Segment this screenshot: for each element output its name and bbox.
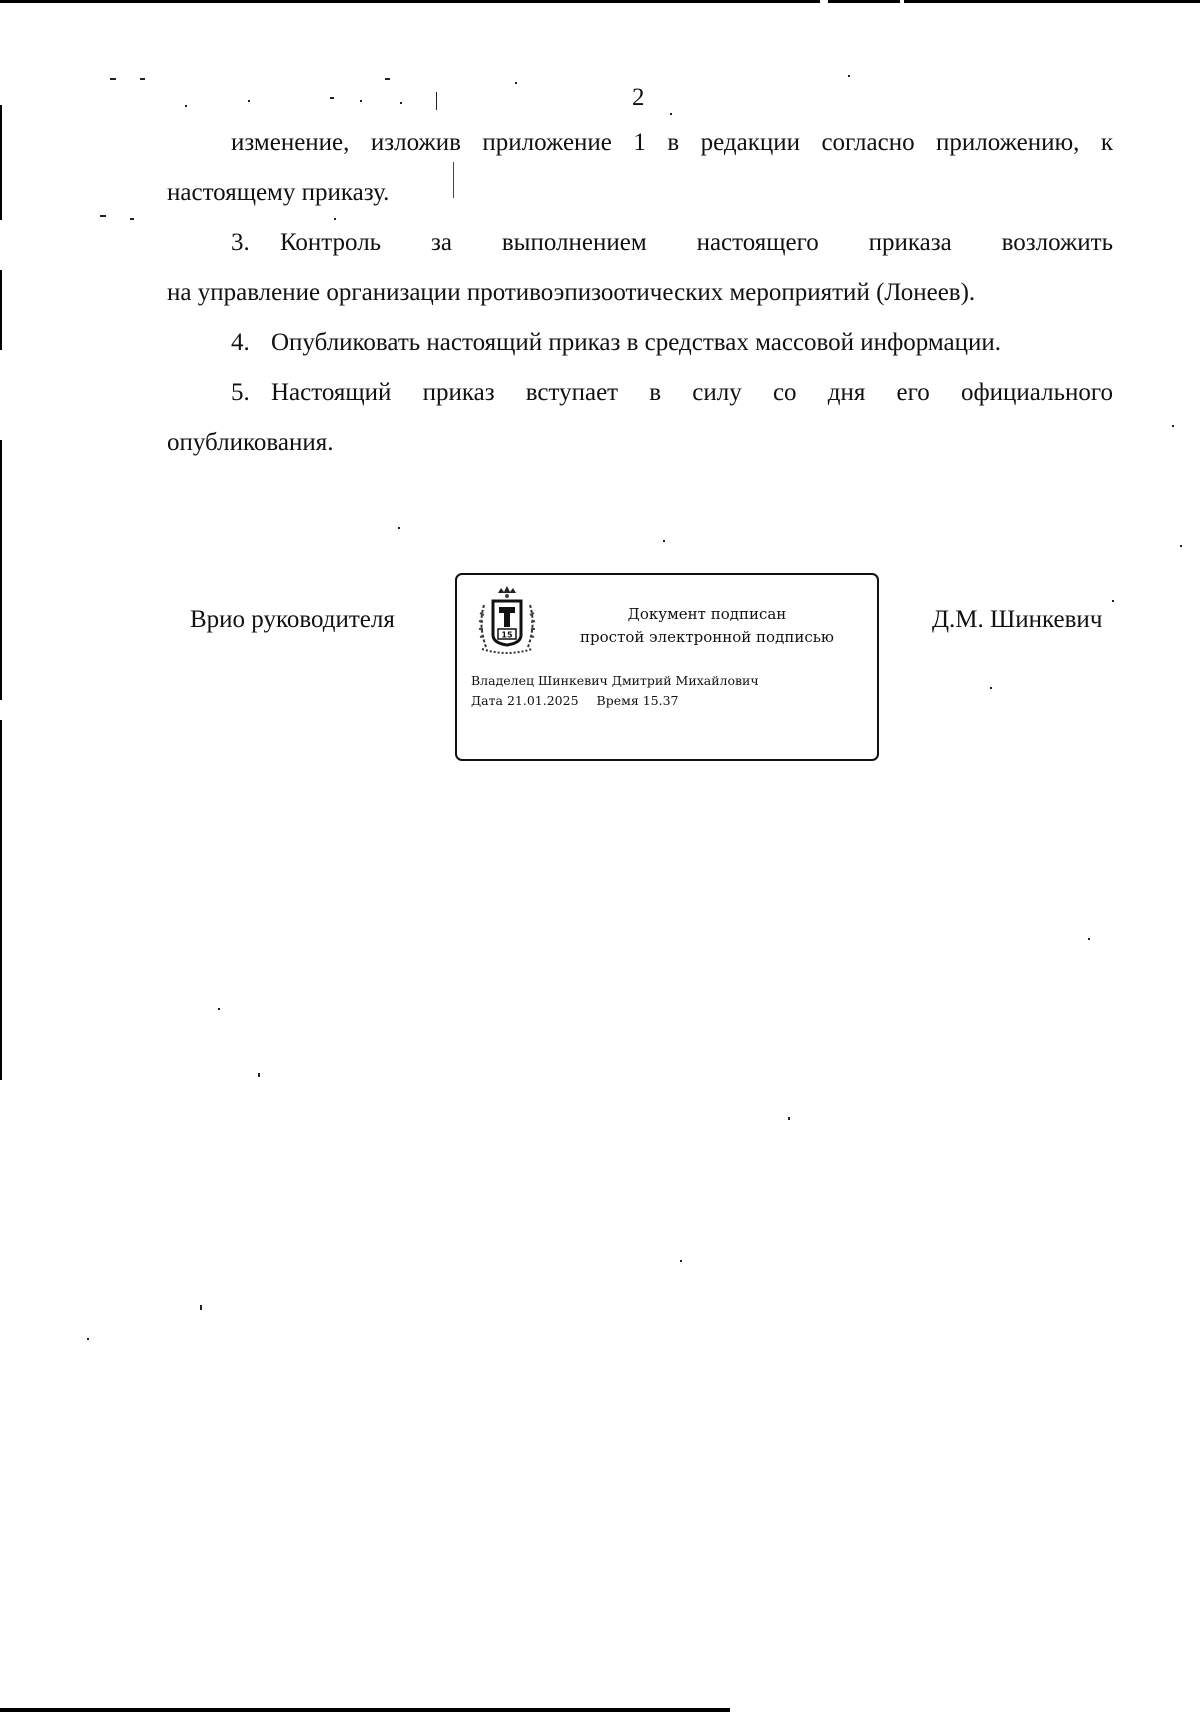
svg-text:15: 15	[501, 630, 513, 640]
scan-speck	[670, 113, 672, 115]
paragraph-text: Опубликовать настоящий приказ в средствах массовой информации.	[271, 329, 1002, 356]
scan-speck	[400, 102, 402, 104]
scan-border-gap	[820, 0, 828, 3]
scan-speck	[200, 1305, 202, 1310]
scan-speck	[185, 105, 187, 107]
scan-speck	[87, 1338, 89, 1340]
date-label: Дата	[471, 693, 503, 708]
scan-border-top	[0, 0, 1200, 3]
scan-speck	[848, 75, 850, 77]
owner-name: Шинкевич Дмитрий Михайлович	[538, 673, 759, 688]
stamp-owner	[471, 671, 759, 691]
time-value: 15.37	[642, 693, 679, 708]
scan-speck	[385, 78, 390, 80]
paragraph-4	[167, 318, 1113, 368]
scan-speck	[330, 97, 334, 99]
paragraph-text: Контроль за выполнением настоящего приказа возложить	[280, 229, 1113, 256]
electronic-signature-stamp	[455, 573, 879, 761]
scan-speck	[248, 100, 250, 102]
paragraph-number: 4.	[231, 329, 250, 356]
scan-speck	[788, 1117, 790, 1120]
scan-border-left	[0, 270, 2, 350]
scan-speck	[663, 540, 665, 542]
scan-speck	[1112, 600, 1114, 602]
scan-speck	[218, 1008, 220, 1010]
page-number: 2	[632, 84, 645, 111]
scan-speck	[680, 1260, 682, 1262]
paragraph-number: 3.	[231, 229, 250, 256]
coat-of-arms-icon	[474, 585, 540, 657]
stamp-date-time	[471, 691, 679, 711]
scan-speck	[130, 218, 134, 220]
paragraph-5-continuation: опубликования.	[167, 429, 334, 456]
paragraph-3-continuation: на управление организации противоэпизоотических мероприятий (Лонеев).	[167, 279, 976, 306]
scan-border-left	[0, 105, 2, 220]
scan-border-left	[0, 440, 2, 700]
scan-border-gap	[900, 0, 904, 3]
paragraph-3	[167, 218, 1113, 268]
stamp-title-line1: Документ подписан	[627, 605, 787, 623]
body-line: настоящему приказу.	[167, 179, 390, 206]
body-line: изменение, изложив приложение 1 в редакции согласно приложению, к	[231, 129, 1113, 156]
scan-speck	[258, 1073, 260, 1077]
scan-speck	[140, 78, 145, 80]
document-body	[167, 118, 1113, 468]
scan-speck	[100, 215, 106, 217]
stamp-title	[547, 603, 867, 649]
signatory-name: Д.М. Шинкевич	[932, 606, 1103, 633]
scan-speck	[398, 527, 400, 529]
scan-speck	[990, 687, 992, 689]
paragraph-5	[167, 368, 1113, 418]
scan-speck	[360, 100, 362, 102]
scan-border-left	[0, 720, 2, 1080]
scan-border-fade	[730, 1708, 1200, 1712]
date-value: 21.01.2025	[506, 693, 579, 708]
scan-speck	[1088, 938, 1090, 940]
owner-label: Владелец	[471, 673, 535, 688]
time-label: Время	[596, 693, 639, 708]
scan-speck	[1180, 545, 1182, 547]
stamp-title-line2: простой электронной подписью	[580, 628, 834, 646]
scan-speck	[515, 82, 517, 84]
paragraph-number: 5.	[231, 379, 250, 406]
scan-speck	[1172, 425, 1174, 427]
scan-speck	[436, 92, 437, 110]
signatory-role: Врио руководителя	[190, 606, 395, 633]
paragraph-text: Настоящий приказ вступает в силу со дня его официального	[271, 379, 1113, 406]
scan-speck	[110, 78, 116, 80]
